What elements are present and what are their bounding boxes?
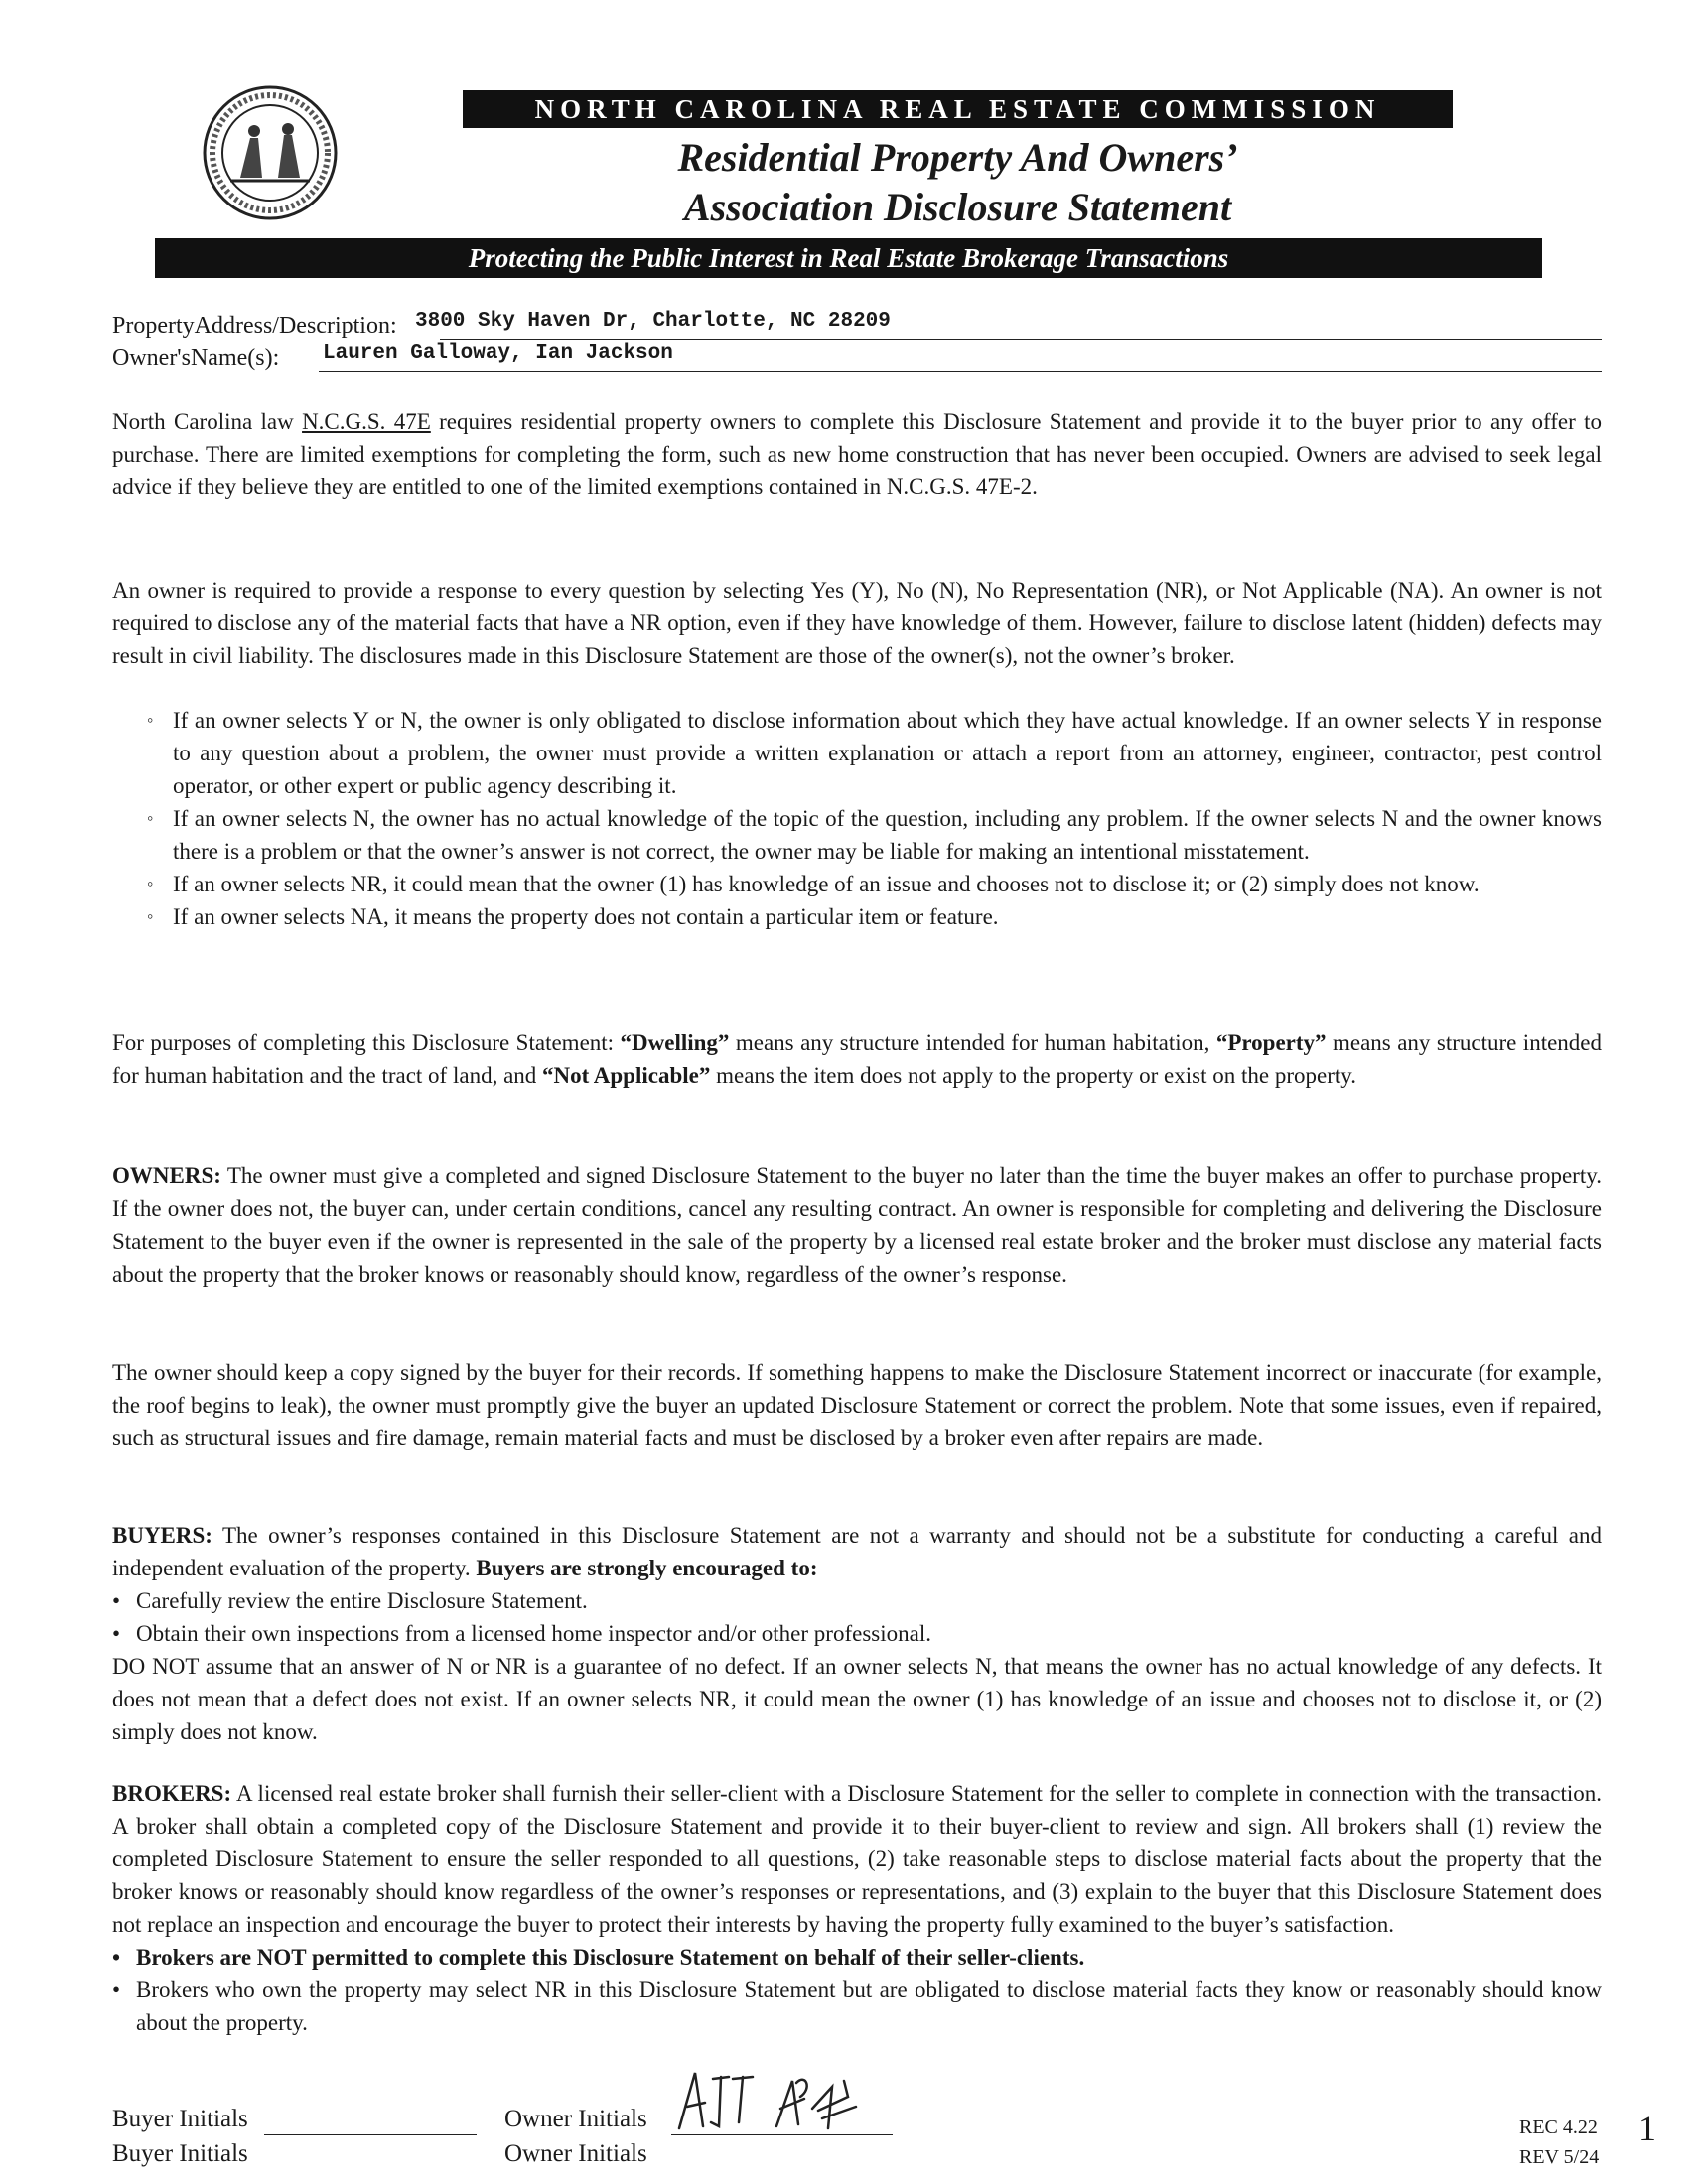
form-title-line-1: Residential Property And Owners’ <box>677 135 1238 180</box>
responses-paragraph <box>112 574 1602 672</box>
owner-initials-label: Owner Initials <box>504 2106 647 2132</box>
bullet-marker: • <box>112 1945 121 1970</box>
definitions-text: For purposes of completing this Disclosure Statement: <box>112 1030 621 1055</box>
commission-banner: NORTH CAROLINA REAL ESTATE COMMISSION <box>463 90 1453 128</box>
owners-copy-paragraph <box>112 1356 1602 1454</box>
bullet-text: If an owner selects NR, it could mean that the owner (1) has knowledge of an issue and chooses not to disclose it; or (2) simply does not know. <box>173 872 1480 896</box>
list-item <box>147 802 1602 868</box>
buyers-warning: DO NOT assume that an answer of N or NR is a guarantee of no defect. If an owner selects N, that means the owner has no actual knowledge of any defects. It does not mean that a defect does not exist. If an owner selects NR, it could mean the owner (1) has knowledge of an issue and chooses not to disclose it, or (2) simply does not know. <box>112 1654 1602 1744</box>
brokers-text: A licensed real estate broker shall furnish their seller-client with a Disclosure Statement for the seller to complete in connection with the transaction. A broker shall obtain a completed copy of the Disclosure Statement and provide it to their buyer-client to review and sign. All brokers shall (1) review the completed Disclosure Statement to ensure the seller responded to all questions, (2) take reasonable steps to disclose material facts about the property that the broker knows or reasonably should know regardless of the owner’s responses or representations, and (3) explain to the buyer that this Disclosure Statement does not replace an inspection and encourage the buyer to protect their interests by having the property fully examined to the buyer’s satisfaction. <box>112 1781 1602 1937</box>
owners-text: The owner must give a completed and signed Disclosure Statement to the buyer no later than the time the buyer makes an offer to purchase property. If the owner does not, the buyer can, under certain conditions, cancel any resulting contract. An owner is responsible for completing and delivering the Disclosure Statement to the buyer even if the owner is represented in the sale of the property by a licensed real estate broker and the broker must disclose any material facts about the property that the broker knows or reasonably should know, regardless of the owner’s response. <box>112 1163 1602 1287</box>
bullet-text: Brokers are NOT permitted to complete this Disclosure Statement on behalf of their seller-clients. <box>136 1945 1085 1970</box>
definitions-paragraph <box>112 1026 1602 1092</box>
tagline-banner: Protecting the Public Interest in Real Estate Brokerage Transactions <box>155 238 1542 278</box>
term-dwelling: “Dwelling” <box>620 1030 730 1055</box>
brokers-section <box>112 1777 1602 2039</box>
bullet-marker: ◦ <box>147 808 154 828</box>
bullet-marker: ◦ <box>147 710 154 730</box>
buyers-text: The owner’s responses contained in this Disclosure Statement are not a warranty and should not be a substitute for conducting a careful and independent evaluation of the property. <box>112 1523 1602 1580</box>
form-revision: REV 5/24 <box>1519 2146 1600 2168</box>
buyers-heading: BUYERS: <box>112 1523 212 1548</box>
owner-names-value: Lauren Galloway, Ian Jackson <box>323 342 673 365</box>
term-not-applicable: “Not Applicable” <box>542 1063 711 1088</box>
property-address-value: 3800 Sky Haven Dr, Charlotte, NC 28209 <box>415 310 891 333</box>
buyer-initials-label: Buyer Initials <box>112 2106 248 2132</box>
bullet-marker: ◦ <box>147 906 154 926</box>
owners-section <box>112 1160 1602 1291</box>
list-item <box>147 868 1602 900</box>
statute-link: N.C.G.S. 47E <box>302 409 431 434</box>
list-item <box>112 1617 1602 1650</box>
list-item <box>147 900 1602 933</box>
buyers-section <box>112 1519 1602 1748</box>
definitions-text: means the item does not apply to the property or exist on the property. <box>710 1063 1357 1088</box>
bullet-text: Brokers who own the property may select NR in this Disclosure Statement but are obligated to disclose material facts they know or reasonably should know about the property. <box>136 1978 1602 2035</box>
bullet-text: Obtain their own inspections from a licensed home inspector and/or other professional. <box>136 1621 931 1646</box>
bullet-text: If an owner selects Y or N, the owner is only obligated to disclose information about which they have actual knowledge. If an owner selects Y in response to any question about a problem, the owner must provide a written explanation or attach a report from an attorney, engineer, contractor, pest control operator, or other expert or public agency describing it. <box>173 708 1602 798</box>
owner-names-label: Owner'sName(s): <box>112 345 280 371</box>
buyers-emphasis: Buyers are strongly encouraged to: <box>476 1556 818 1580</box>
owners-copy-text: The owner should keep a copy signed by the buyer for their records. If something happens to make the Disclosure Statement incorrect or inaccurate (for example, the roof begins to leak), the owner must promptly give the buyer an updated Disclosure Statement or correct the problem. Note that some issues, even if repaired, such as structural issues and fire damage, remain material facts and must be disclosed by a broker even after repairs are made. <box>112 1360 1602 1450</box>
property-address-label: PropertyAddress/Description: <box>112 313 397 339</box>
form-code: REC 4.22 <box>1519 2116 1598 2138</box>
responses-text: An owner is required to provide a response to every question by selecting Yes (Y), No (N), No Representation (NR), or Not Applicable (NA). An owner is not required to disclose any of the material facts that have a NR option, even if they have knowledge of them. However, failure to disclose latent (hidden) defects may result in civil liability. The disclosures made in this Disclosure Statement are those of the owner(s), not the owner’s broker. <box>112 578 1602 668</box>
buyer-initials-label-2: Buyer Initials <box>112 2140 248 2167</box>
bullet-marker: ◦ <box>147 874 154 893</box>
bullet-marker: • <box>112 1621 121 1646</box>
state-seal-icon <box>201 83 340 222</box>
owners-heading: OWNERS: <box>112 1163 221 1188</box>
list-item <box>147 704 1602 802</box>
bullet-text: Carefully review the entire Disclosure Statement. <box>136 1588 588 1613</box>
buyer-initials-line[interactable] <box>264 2134 477 2135</box>
bullet-marker: • <box>112 1978 121 2002</box>
page-number: 1 <box>1638 2109 1656 2148</box>
owner-initials-signature <box>673 2067 882 2138</box>
bullet-marker: • <box>112 1588 121 1613</box>
owner-initials-label-2: Owner Initials <box>504 2140 647 2167</box>
list-item <box>112 1974 1602 2039</box>
responses-bullet-list <box>147 704 1602 933</box>
bullet-text: If an owner selects NA, it means the property does not contain a particular item or feature. <box>173 904 999 929</box>
definitions-text: means any structure intended for human habitation and the tract of land, and <box>112 1030 1602 1088</box>
form-title-line-2: Association Disclosure Statement <box>683 185 1232 229</box>
brokers-heading: BROKERS: <box>112 1781 232 1806</box>
owner-names-field <box>112 341 1602 376</box>
intro-rest: requires residential property owners to complete this Disclosure Statement and provide it to the buyer prior to any offer to purchase. There are limited exemptions for completing the form, such as new home construction that has never been occupied. Owners are advised to seek legal advice if they believe they are entitled to one of the limited exemptions contained in N.C.G.S. 47E-2. <box>112 409 1602 499</box>
list-item <box>112 1941 1602 1974</box>
definitions-text: means any structure intended for human habitation, <box>729 1030 1216 1055</box>
intro-lead: North Carolina law <box>112 409 303 434</box>
term-property: “Property” <box>1215 1030 1327 1055</box>
bullet-text: If an owner selects N, the owner has no actual knowledge of the topic of the question, including any problem. If the owner selects N and the owner knows there is a problem or that the owner’s answer is not correct, the owner may be liable for making an intentional misstatement. <box>173 806 1602 864</box>
intro-paragraph <box>112 405 1602 503</box>
list-item <box>112 1584 1602 1617</box>
